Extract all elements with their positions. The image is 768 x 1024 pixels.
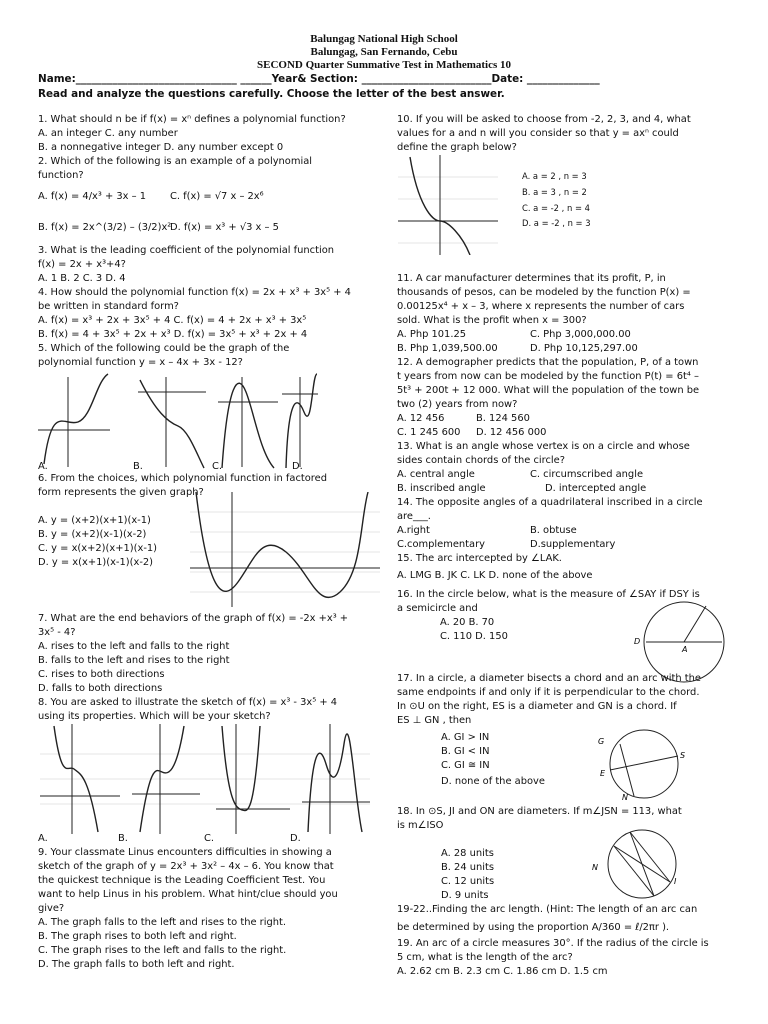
q18-circle-figure bbox=[590, 826, 690, 902]
year-section-field[interactable]: _________________________ bbox=[361, 73, 492, 85]
q11-text-1: 11. A car manufacturer determines that its profit, P, in bbox=[397, 273, 666, 284]
q9-option-a: A. The graph falls to the left and rises to the right. bbox=[38, 917, 287, 928]
q12-option-b: B. 124 560 bbox=[476, 413, 530, 424]
q2-option-b: B. f(x) = 2x^(3/2) – (3/2)x² bbox=[38, 222, 172, 233]
q14-text-2: are___. bbox=[397, 511, 431, 522]
svg-text:A: A bbox=[682, 645, 688, 654]
q4-text-1: 4. How should the polynomial function f(x) = 2x + x³ + 3x⁵ + 4 bbox=[38, 287, 351, 298]
q5-text-1: 5. Which of the following could be the graph of the bbox=[38, 343, 290, 354]
q11-option-d: D. Php 10,125,297.00 bbox=[530, 343, 638, 354]
q18-option-b: B. 24 units bbox=[441, 862, 495, 873]
q18-option-d: D. 9 units bbox=[441, 890, 489, 901]
q14-option-a: A.right bbox=[397, 525, 430, 536]
q10-text-3: define the graph below? bbox=[397, 142, 517, 153]
q17-option-b: B. GI < IN bbox=[441, 746, 490, 757]
svg-text:E: E bbox=[600, 769, 606, 778]
q6-option-a: A. y = (x+2)(x+1)(x-1) bbox=[38, 515, 151, 526]
q17-option-c: C. GI ≅ IN bbox=[441, 760, 490, 771]
q6-option-b: B. y = (x+2)(x-1)(x-2) bbox=[38, 529, 147, 540]
q3-text-2: f(x) = 2x + x³+4? bbox=[38, 259, 126, 270]
q5-label-c: C. bbox=[212, 461, 223, 472]
q15-text: 15. The arc intercepted by ∠LAK. bbox=[397, 553, 562, 564]
q18-text-2: is m∠ISO bbox=[397, 820, 444, 831]
q8-label-a: A. bbox=[38, 833, 48, 844]
q18-option-c: C. 12 units bbox=[441, 876, 495, 887]
q13-text-2: sides contain chords of the circle? bbox=[397, 455, 565, 466]
q10-text-2: values for a and n will you consider so that y = axⁿ could bbox=[397, 128, 679, 139]
q19-options: A. 2.62 cm B. 2.3 cm C. 1.86 cm D. 1.5 cm bbox=[397, 966, 608, 977]
q7-text-2: 3x⁵ - 4? bbox=[38, 627, 76, 638]
q9-text-4: want to help Linus in his problem. What hint/clue should you bbox=[38, 889, 338, 900]
q11-text-4: sold. What is the profit when x = 300? bbox=[397, 315, 587, 326]
q15-options: A. LMG B. JK C. LK D. none of the above bbox=[397, 570, 593, 581]
q2-option-a: A. f(x) = 4/x³ + 3x – 1 bbox=[38, 191, 147, 202]
svg-text:N: N bbox=[592, 863, 598, 872]
q10-option-a: A. a = 2 , n = 3 bbox=[522, 171, 587, 181]
svg-text:D: D bbox=[634, 637, 641, 646]
q14-option-d: D.supplementary bbox=[530, 539, 616, 550]
school-address: Balungag, San Fernando, Cebu bbox=[310, 46, 458, 58]
q12-option-d: D. 12 456 000 bbox=[476, 427, 547, 438]
q10-option-d: D. a = -2 , n = 3 bbox=[522, 218, 591, 228]
q6-option-d: D. y = x(x+1)(x-1)(x-2) bbox=[38, 557, 154, 568]
q16-options-cd: C. 110 D. 150 bbox=[440, 631, 508, 642]
q7-option-b: B. falls to the left and rises to the right bbox=[38, 655, 230, 666]
q4-options-ac: A. f(x) = x³ + 2x + 3x⁵ + 4 C. f(x) = 4 + 2x + x³ + 3x⁵ bbox=[38, 315, 307, 326]
q10-graph bbox=[398, 155, 508, 255]
q8-label-c: C. bbox=[204, 833, 215, 844]
q1-options-ac: A. an integer C. any number bbox=[38, 128, 178, 139]
q7-option-c: C. rises to both directions bbox=[38, 669, 165, 680]
q10-text-1: 10. If you will be asked to choose from -2, 2, 3, and 4, what bbox=[397, 114, 691, 125]
q6-text-1: 6. From the choices, which polynomial function in factored bbox=[38, 473, 327, 484]
q11-option-c: C. Php 3,000,000.00 bbox=[530, 329, 631, 340]
q3-options: A. 1 B. 2 C. 3 D. 4 bbox=[38, 273, 126, 284]
q8-label-d: D. bbox=[290, 833, 301, 844]
q2-option-c: C. f(x) = √7 x – 2x⁶ bbox=[170, 191, 264, 202]
q9-option-b: B. The graph rises to both left and right. bbox=[38, 931, 237, 942]
q14-option-c: C.complementary bbox=[397, 539, 485, 550]
q14-text-1: 14. The opposite angles of a quadrilateral inscribed in a circle bbox=[397, 497, 703, 508]
q17-option-a: A. GI > IN bbox=[441, 732, 490, 743]
q7-text-1: 7. What are the end behaviors of the graph of f(x) = -2x +x³ + bbox=[38, 613, 349, 624]
q13-text-1: 13. What is an angle whose vertex is on a circle and whose bbox=[397, 441, 690, 452]
q2-option-d: D. f(x) = x³ + √3 x – 5 bbox=[170, 222, 279, 233]
q12-text-1: 12. A demographer predicts that the population, P, of a town bbox=[397, 357, 699, 368]
q16-text-2: a semicircle and bbox=[397, 603, 478, 614]
q9-option-d: D. The graph falls to both left and right. bbox=[38, 959, 235, 970]
q2-text-2: function? bbox=[38, 170, 84, 181]
q6-option-c: C. y = x(x+2)(x+1)(x-1) bbox=[38, 543, 158, 554]
q17-text-2: same endpoints if and only if it is perpendicular to the chord. bbox=[397, 687, 700, 698]
q17-text-3: In ⊙U on the right, ES is a diameter and GN is a chord. If bbox=[397, 701, 677, 712]
name-field[interactable]: _______________________________ ______ bbox=[75, 73, 272, 85]
q4-options-bd: B. f(x) = 4 + 3x⁵ + 2x + x³ D. f(x) = 3x⁵ + x³ + 2x + 4 bbox=[38, 329, 308, 340]
q12-option-a: A. 12 456 bbox=[397, 413, 445, 424]
q10-option-c: C. a = -2 , n = 4 bbox=[522, 203, 590, 213]
q11-option-a: A. Php 101.25 bbox=[397, 329, 467, 340]
q10-option-b: B. a = 3 , n = 2 bbox=[522, 187, 587, 197]
school-name: Balungag National High School bbox=[310, 33, 458, 45]
q9-text-1: 9. Your classmate Linus encounters difficulties in showing a bbox=[38, 847, 332, 858]
q16-text-1: 16. In the circle below, what is the measure of ∠SAY if DSY is bbox=[397, 589, 700, 600]
q19-22-text-2: be determined by using the proportion A/360 = ℓ/2πr ). bbox=[397, 922, 670, 933]
q8-label-b: B. bbox=[118, 833, 128, 844]
q1-options-bd: B. a nonnegative integer D. any number except 0 bbox=[38, 142, 284, 153]
q13-option-d: D. intercepted angle bbox=[545, 483, 647, 494]
year-section-label: Year& Section: bbox=[271, 73, 362, 85]
q18-option-a: A. 28 units bbox=[441, 848, 494, 859]
q3-text-1: 3. What is the leading coefficient of the polynomial function bbox=[38, 245, 335, 256]
q11-text-2: thousands of pesos, can be modeled by the function P(x) = bbox=[397, 287, 691, 298]
q12-option-c: C. 1 245 600 bbox=[397, 427, 461, 438]
q6-graph bbox=[190, 492, 380, 607]
q9-text-2: sketch of the graph of y = 2x³ + 3x² – 4x – 6. You know that bbox=[38, 861, 334, 872]
q5-graphs bbox=[38, 372, 318, 470]
q7-option-a: A. rises to the left and falls to the right bbox=[38, 641, 230, 652]
q14-option-b: B. obtuse bbox=[530, 525, 577, 536]
q13-option-b: B. inscribed angle bbox=[397, 483, 486, 494]
svg-text:S: S bbox=[680, 751, 686, 760]
q12-text-2: t years from now can be modeled by the function P(t) = 6t⁴ – bbox=[397, 371, 699, 382]
q13-option-c: C. circumscribed angle bbox=[530, 469, 644, 480]
q12-text-3: 5t³ + 200t + 12 000. What will the population of the town be bbox=[397, 385, 700, 396]
svg-text:I: I bbox=[674, 877, 677, 886]
q7-option-d: D. falls to both directions bbox=[38, 683, 163, 694]
q11-text-3: 0.00125x⁴ + x – 3, where x represents the number of cars bbox=[397, 301, 685, 312]
test-title: SECOND Quarter Summative Test in Mathematics 10 bbox=[256, 59, 511, 71]
q16-options-ab: A. 20 B. 70 bbox=[440, 617, 495, 628]
q5-label-a: A. bbox=[38, 461, 48, 472]
q19-text-1: 19. An arc of a circle measures 30°. If the radius of the circle is bbox=[397, 938, 709, 949]
q5-label-d: D. bbox=[292, 461, 303, 472]
date-label: Date: bbox=[491, 73, 527, 85]
q1-text: 1. What should n be if f(x) = xⁿ defines a polynomial function? bbox=[38, 114, 346, 125]
q11-option-b: B. Php 1,039,500.00 bbox=[397, 343, 498, 354]
instructions: Read and analyze the questions carefully. Choose the letter of the best answer. bbox=[38, 88, 505, 100]
q4-text-2: be written in standard form? bbox=[38, 301, 179, 312]
q17-circle-figure bbox=[592, 724, 692, 800]
q17-text-1: 17. In a circle, a diameter bisects a chord and an arc with the bbox=[397, 673, 701, 684]
q5-text-2: polynomial function y = x – 4x + 3x - 12? bbox=[38, 357, 243, 368]
q19-22-text-1: 19-22..Finding the arc length. (Hint: The length of an arc can bbox=[397, 904, 698, 915]
q17-option-d: D. none of the above bbox=[441, 776, 545, 787]
q9-text-5: give? bbox=[38, 903, 65, 914]
q19-text-2: 5 cm, what is the length of the arc? bbox=[397, 952, 573, 963]
q9-option-c: C. The graph rises to the left and falls to the right. bbox=[38, 945, 287, 956]
q12-text-4: two (2) years from now? bbox=[397, 399, 518, 410]
q5-label-b: B. bbox=[133, 461, 143, 472]
q18-text-1: 18. In ⊙S, JI and ON are diameters. If m∠JSN = 113, what bbox=[397, 806, 682, 817]
q17-text-4: ES ⊥ GN , then bbox=[397, 715, 472, 726]
q6-text-2: form represents the given graph? bbox=[38, 487, 204, 498]
q2-text-1: 2. Which of the following is an example of a polynomial bbox=[38, 156, 313, 167]
q8-text-2: using its properties. Which will be your sketch? bbox=[38, 711, 271, 722]
q13-option-a: A. central angle bbox=[397, 469, 475, 480]
q8-text-1: 8. You are asked to illustrate the sketch of f(x) = x³ - 3x⁵ + 4 bbox=[38, 697, 338, 708]
q9-text-3: the quickest technique is the Leading Coefficient Test. You bbox=[38, 875, 326, 886]
svg-text:N: N bbox=[622, 793, 628, 800]
student-info-line bbox=[38, 73, 728, 85]
svg-text:G: G bbox=[598, 737, 605, 746]
date-field[interactable]: ______________ bbox=[526, 73, 600, 85]
name-label: Name: bbox=[38, 73, 76, 85]
q8-graphs bbox=[40, 724, 370, 834]
